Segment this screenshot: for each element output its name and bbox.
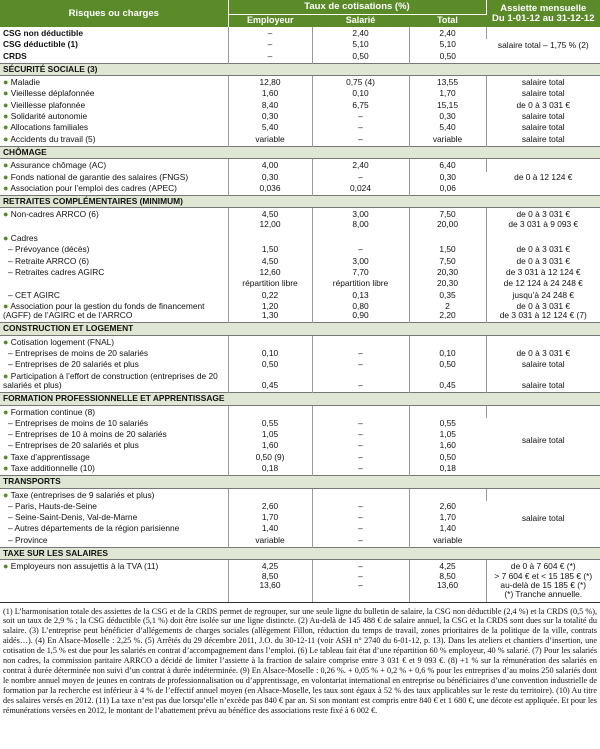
value: 4,25: [439, 561, 456, 572]
total-rate: [409, 230, 486, 244]
table-row: [0, 244, 600, 255]
employer-rate: [228, 405, 312, 418]
section-title: SÉCURITÉ SOCIALE (3): [0, 63, 600, 75]
employer-rate: –: [228, 51, 312, 64]
employer-rate: 8,40: [228, 100, 312, 111]
total-rate: [409, 405, 486, 418]
employee-rate: –: [312, 134, 409, 147]
row-label: – Entreprises de moins de 10 salariés: [0, 418, 228, 429]
value: 8,50: [439, 570, 456, 581]
row-label-text: Employeurs non assujettis à la TVA (11): [10, 561, 159, 572]
total-rate: 0,50: [409, 359, 486, 370]
table-row: [0, 111, 600, 122]
header-rates: Taux de cotisations (%): [228, 0, 486, 15]
row-label: [0, 183, 228, 196]
total-rate: 0,50: [439, 451, 456, 462]
row-label: CSG non déductible: [0, 27, 228, 39]
table-header: [0, 0, 600, 27]
value: 4,50: [261, 209, 279, 220]
monthly-base: salaire total: [521, 122, 565, 133]
employer-rate: 1,60: [228, 440, 312, 451]
value: –: [358, 570, 363, 581]
row-label-text: Taxe d’apprentissage: [10, 451, 90, 462]
total-rate: 0,30: [409, 111, 486, 122]
value: de 3 031 à 9 093 €: [508, 218, 579, 229]
bullet-icon: ●: [3, 406, 9, 417]
table-row: [0, 100, 600, 111]
monthly-base: [486, 560, 600, 602]
total-rate: [409, 488, 486, 501]
employer-rate: 5,40: [228, 122, 312, 133]
employee-rate: 3,00: [312, 256, 409, 267]
table-row: [0, 122, 600, 133]
employee-rate: [312, 230, 409, 244]
bullet-icon: ●: [3, 171, 9, 182]
header-employee: Salarié: [312, 15, 409, 28]
table-row: [0, 27, 600, 39]
row-label: [0, 463, 228, 476]
bullet-icon: ●: [3, 233, 9, 244]
total-rate: 5,10: [439, 39, 456, 50]
employer-rate: 4,00: [228, 159, 312, 172]
value: 2,20: [439, 310, 456, 321]
monthly-base: [486, 335, 600, 348]
employee-rate: –: [312, 452, 409, 463]
value: 3,00: [352, 209, 369, 220]
value: de 0 à 3 031 €: [516, 300, 571, 311]
section-title: RETRAITES COMPLÉMENTAIRES (MINIMUM): [0, 196, 600, 208]
total-rate: 15,15: [409, 100, 486, 111]
row-label-text: Association pour la gestion du fonds de financement (AGFF) de l’AGIRC et de l’ARRCO: [3, 300, 205, 321]
table-row: [0, 76, 600, 89]
employer-rate: 0,50: [228, 359, 312, 370]
bullet-icon: ●: [3, 160, 9, 171]
monthly-base: [486, 208, 600, 230]
bullet-icon: ●: [3, 336, 9, 347]
monthly-base: salaire total – 1,75 % (2): [497, 39, 589, 50]
monthly-base: [486, 230, 600, 244]
bullet-icon: ●: [3, 489, 9, 500]
employee-rate: –: [312, 501, 409, 512]
table-row: [0, 230, 600, 244]
row-label: – Entreprises de 20 salariés et plus: [0, 359, 228, 370]
section-header: [0, 548, 600, 560]
section-header: [0, 196, 600, 208]
total-rate: [409, 301, 486, 323]
total-rate: 2,60: [439, 500, 456, 511]
employee-rate: –: [312, 348, 409, 359]
employee-rate: –: [312, 172, 409, 183]
employee-rate: –: [312, 418, 409, 429]
table-row: [0, 560, 600, 602]
total-rate: [409, 208, 486, 230]
row-label: – Prévoyance (décès): [0, 244, 228, 255]
row-label: [0, 111, 228, 122]
employer-rate: répartition libre: [228, 278, 312, 289]
total-rate: 0,18: [439, 462, 456, 473]
table-row: [0, 267, 600, 278]
row-label-text: Taxe additionnelle (10): [10, 462, 95, 473]
header-employer: Employeur: [228, 15, 312, 28]
total-rate: 0,35: [409, 290, 486, 301]
bullet-icon: ●: [3, 462, 9, 473]
section-title: FORMATION PROFESSIONNELLE ET APPRENTISSAGE: [0, 393, 600, 405]
value: 8,50: [261, 570, 279, 581]
row-label-text: Vieillesse déplafonnée: [10, 88, 95, 99]
employer-rate: –: [228, 27, 312, 39]
monthly-base: de 0 à 3 031 €: [516, 244, 571, 255]
value: 0,90: [352, 310, 369, 321]
employee-rate: –: [312, 512, 409, 523]
employee-rate: –: [312, 535, 409, 548]
section-title: TRANSPORTS: [0, 476, 600, 488]
employer-rate: [228, 208, 312, 230]
row-label: – Province: [0, 535, 228, 548]
employee-rate: [312, 301, 409, 323]
employee-rate: –: [312, 371, 409, 393]
row-label-text: Association pour l’emploi des cadres (APEC): [10, 182, 177, 193]
employee-rate: –: [312, 122, 409, 133]
total-rate: 7,50: [409, 256, 486, 267]
row-label: [0, 278, 228, 289]
value: au-delà de 15 185 € (*): [500, 579, 587, 590]
value: de 0 à 3 031 €: [516, 209, 571, 220]
employer-rate: [228, 335, 312, 348]
value: –: [358, 579, 363, 590]
total-rate: 1,70: [409, 88, 486, 99]
header-total: Total: [409, 15, 486, 28]
row-label: [0, 134, 228, 147]
table-row: [0, 371, 600, 393]
employee-rate: –: [312, 359, 409, 370]
table-row: [0, 359, 600, 370]
employee-rate: [312, 335, 409, 348]
total-rate: 20,30: [409, 267, 486, 278]
monthly-base: salaire total: [521, 88, 565, 99]
employer-rate: 0,10: [228, 348, 312, 359]
employee-rate: –: [312, 429, 409, 440]
monthly-base: de 0 à 3 031 €: [516, 99, 571, 110]
row-label-text: Cotisation logement (FNAL): [10, 336, 115, 347]
monthly-base: salaire total: [521, 77, 565, 88]
row-label-text: Cadres: [10, 233, 38, 244]
row-label: [0, 172, 228, 183]
bullet-icon: ●: [3, 370, 9, 381]
total-rate: 2,40: [409, 27, 486, 39]
employee-rate: [312, 208, 409, 230]
value: de 0 à 7 604 € (*): [510, 561, 576, 572]
row-label-text: Formation continue (8): [10, 406, 96, 417]
total-rate: 5,40: [409, 122, 486, 133]
row-label-text: Allocations familiales: [10, 122, 89, 133]
employee-rate: 7,70: [312, 267, 409, 278]
row-label-text: Non-cadres ARRCO (6): [10, 209, 99, 220]
row-label: [0, 335, 228, 348]
employer-rate: [228, 230, 312, 244]
value: (*) Tranche annuelle.: [504, 589, 583, 600]
row-label: [0, 560, 228, 602]
table-row: [0, 488, 600, 501]
employee-rate: 0,024: [312, 183, 409, 196]
employee-rate: [312, 405, 409, 418]
employer-rate: 1,60: [228, 88, 312, 99]
header-risks: Risques ou charges: [0, 0, 228, 27]
employer-rate: 1,70: [228, 512, 312, 523]
total-rate: 0,10: [409, 348, 486, 359]
monthly-base: de 0 à 3 031 €: [516, 255, 571, 266]
value: 1,20: [261, 300, 279, 311]
row-label: [0, 100, 228, 111]
employer-rate: 1,05: [228, 429, 312, 440]
row-label: – Entreprises de 10 à moins de 20 salariés: [0, 429, 228, 440]
row-label-text: Fonds national de garantie des salaires (FNGS): [10, 171, 189, 182]
row-label: [0, 76, 228, 89]
row-label-text: Vieillesse plafonnée: [10, 99, 86, 110]
row-label-text: Assurance chômage (AC): [10, 160, 107, 171]
bullet-icon: ●: [3, 99, 9, 110]
total-rate: variable: [433, 534, 463, 545]
monthly-base: de 0 à 3 031 €: [516, 348, 571, 359]
row-label: [0, 122, 228, 133]
row-label: [0, 371, 228, 393]
monthly-base: salaire total: [521, 435, 565, 446]
total-rate: 0,55: [439, 417, 456, 428]
value: 1,30: [261, 310, 279, 321]
footnotes: (1) L’harmonisation totale des assiettes de la CSG et de la CRDS permet de regrouper, sur une seule ligne du bulletin de salaire, la CSG non déductible (2,4 %) et la CRDS (0,5 %), soit un taux de 2,9 % ; la CSG déductible (5,1 %) doit être isolée sur une ligne distincte. (2) Au-delà de 145 488 € de salaire annuel, la CSG et la CRDS sont dues sur la totalité du salaire. (3) L’entreprise peut bénéficier d’allégements de charges sociales (allègement Fillon, réduction du temps de travail, zones prioritaires de la politique de la ville, contrats aidés…). (4) En Alsace-Moselle : 2,25 %. (5) Arrêtés du 29 décembre 2011, J.O. du 30-12-11 (voir ASH n° 2740 du 6-01-12, p. 13). Dans les ateliers et chantiers d’insertion, une cotisation de 1,5 % est due pour les salariés en contrat d’accompagnement dans l’emploi. (6) Le tableau fait état d’une répartition 60 % employeur, 40 % salarié. (7) Pour les salariés non cadres, la commission paritaire ARRCO a décidé de limiter l’assiette à la fraction de salaire comprise entre 3 031 € et 9 093 €. (8) +1 % sur la rémunération des salariés en contrat à durée déterminée non suivi d’un contrat à durée indéterminée. (9) En Alsace-Moselle : 0,26 %. + 0,05 % + 0,2 % + 0,6 % pour les entreprises d’au moins 250 salariés dont le nombre annuel moyen de jeunes en contrats de professionnalisation ou d’apprentissage, en volontariat international en entreprise ou bénéficiaires d’une convention industrielle de formation par la recherche est inférieur à 4 % de l’effectif annuel moyen (en Alsace-Moselle, les taux sont égaux à 52 % des taux applicables sur le reste du territoire). (10) Au titre des salaires versés en 2012. (11) La taxe n’est pas due lorsqu’elle n’excède pas 840 € par an. Si son montant est compris entre 840 € et 1 680 €, une décote est appliquée. Et pour les rémunérations versées en 2012, le montant de l’abattement prévu au bénéfice des associations reste fixé à 6 002 €.: [0, 602, 600, 716]
value: 4,25: [261, 561, 279, 572]
row-label-text: Maladie: [10, 77, 41, 88]
row-label: CSG déductible (1): [0, 39, 228, 50]
row-label: CRDS: [0, 51, 228, 64]
employer-rate: 0,30: [228, 111, 312, 122]
row-label: – Autres départements de la région parisienne: [0, 523, 228, 534]
employee-rate: –: [312, 440, 409, 451]
bullet-icon: ●: [3, 451, 9, 462]
table-row: [0, 159, 600, 172]
value: 2: [445, 300, 450, 311]
bullet-icon: ●: [3, 122, 9, 133]
value: 12,00: [259, 218, 281, 229]
employer-rate: –: [228, 39, 312, 50]
monthly-base: de 3 031 à 12 124 €: [506, 266, 581, 277]
employee-rate: 5,10: [312, 39, 409, 50]
row-label-text: Taxe (entreprises de 9 salariés et plus): [10, 489, 155, 500]
row-label-text: Participation à l’effort de construction (entreprises de 20 salariés et plus): [3, 370, 218, 390]
employer-rate: 0,18: [228, 463, 312, 476]
row-label: – Retraite ARRCO (6): [0, 256, 228, 267]
total-rate: 6,40: [409, 159, 486, 172]
bullet-icon: ●: [3, 133, 9, 144]
total-rate: 1,50: [409, 244, 486, 255]
table-row: [0, 301, 600, 323]
row-label: [0, 88, 228, 99]
table-row: [0, 348, 600, 359]
employer-rate: 12,60: [228, 267, 312, 278]
section-header: [0, 146, 600, 158]
employee-rate: 0,10: [312, 88, 409, 99]
section-title: CHÔMAGE: [0, 146, 600, 158]
value: 0,80: [352, 300, 369, 311]
table-row: [0, 335, 600, 348]
row-label: [0, 405, 228, 418]
monthly-base: [486, 301, 600, 323]
monthly-base: de 12 124 à 24 248 €: [503, 278, 583, 289]
monthly-base: salaire total: [521, 359, 565, 370]
section-header: [0, 323, 600, 335]
employer-rate: [228, 560, 312, 602]
bullet-icon: ●: [3, 182, 9, 193]
monthly-base: salaire total: [521, 512, 565, 523]
row-label: [0, 488, 228, 501]
table-row: [0, 88, 600, 99]
bullet-icon: ●: [3, 300, 9, 311]
monthly-base: salaire total: [521, 133, 565, 144]
employer-rate: 0,55: [228, 418, 312, 429]
employee-rate: 0,50: [312, 51, 409, 64]
row-label: [0, 452, 228, 463]
monthly-base: jusqu’à 24 248 €: [512, 289, 574, 300]
table-row: [0, 256, 600, 267]
monthly-base: de 0 à 12 124 €: [514, 172, 573, 183]
employer-rate: [228, 301, 312, 323]
total-rate: 1,05: [439, 429, 456, 440]
employer-rate: 0,50 (9): [228, 452, 312, 463]
monthly-base: salaire total: [521, 111, 565, 122]
total-rate: 0,06: [439, 182, 456, 193]
employee-rate: 6,75: [312, 100, 409, 111]
value: 7,50: [439, 209, 456, 220]
bullet-icon: ●: [3, 88, 9, 99]
employee-rate: 2,40: [312, 27, 409, 39]
employer-rate: 0,30: [228, 172, 312, 183]
total-rate: [409, 560, 486, 602]
table-row: [0, 208, 600, 230]
header-monthly-base: Assiette mensuelle Du 1-01-12 au 31-12-12: [486, 0, 600, 27]
employee-rate: répartition libre: [312, 278, 409, 289]
bullet-icon: ●: [3, 561, 9, 572]
section-title: TAXE SUR LES SALAIRES: [0, 548, 600, 560]
employee-rate: [312, 488, 409, 501]
value: –: [358, 561, 363, 572]
section-title: CONSTRUCTION ET LOGEMENT: [0, 323, 600, 335]
employer-rate: variable: [228, 134, 312, 147]
row-label: [0, 230, 228, 244]
employer-rate: 12,80: [228, 76, 312, 89]
total-rate: 13,55: [409, 76, 486, 89]
total-rate: [409, 335, 486, 348]
employee-rate: 0,75 (4): [312, 76, 409, 89]
employer-rate: 2,60: [228, 501, 312, 512]
employee-rate: –: [312, 523, 409, 534]
bullet-icon: ●: [3, 77, 9, 88]
value: 13,60: [437, 579, 458, 590]
table-row: [0, 278, 600, 289]
employer-rate: 0,22: [228, 290, 312, 301]
bullet-icon: ●: [3, 209, 9, 220]
total-rate: 1,60: [439, 440, 456, 451]
table-row: [0, 405, 600, 418]
total-rate: 0,30: [439, 171, 456, 182]
row-label: [0, 159, 228, 172]
employee-rate: –: [312, 244, 409, 255]
row-label: – CET AGIRC: [0, 290, 228, 301]
row-label: – Seine-Saint-Denis, Val-de-Marne: [0, 512, 228, 523]
row-label: [0, 208, 228, 230]
section-header: [0, 393, 600, 405]
employer-rate: 1,40: [228, 523, 312, 534]
employer-rate: 1,50: [228, 244, 312, 255]
section-header: [0, 63, 600, 75]
employer-rate: variable: [228, 535, 312, 548]
employer-rate: 0,45: [228, 371, 312, 393]
row-label: – Entreprises de moins de 20 salariés: [0, 348, 228, 359]
row-label-text: Solidarité autonomie: [10, 111, 88, 122]
value: > 7 604 € et < 15 185 € (*): [494, 570, 593, 581]
employee-rate: 0,13: [312, 290, 409, 301]
employee-rate: –: [312, 463, 409, 476]
employee-rate: 2,40: [312, 159, 409, 172]
total-rate: 1,40: [439, 523, 456, 534]
row-label: – Entreprises de 20 salariés et plus: [0, 440, 228, 451]
total-rate: 20,30: [409, 278, 486, 289]
section-header: [0, 476, 600, 488]
row-label-text: Accidents du travail (5): [10, 133, 96, 144]
value: 13,60: [259, 579, 281, 590]
total-rate: 0,50: [439, 50, 456, 61]
employer-rate: 0,036: [228, 183, 312, 196]
value: 20,00: [437, 218, 458, 229]
total-rate: 1,70: [439, 512, 456, 523]
table-row: [0, 290, 600, 301]
total-rate: variable: [409, 134, 486, 147]
value: 8,00: [352, 218, 369, 229]
row-label: – Paris, Hauts-de-Seine: [0, 501, 228, 512]
row-label: – Retraites cadres AGIRC: [0, 267, 228, 278]
bullet-icon: ●: [3, 111, 9, 122]
employer-rate: 4,50: [228, 256, 312, 267]
row-label: [0, 301, 228, 323]
value: de 3 031 à 12 124 € (7): [499, 310, 587, 321]
employee-rate: –: [312, 111, 409, 122]
employee-rate: [312, 560, 409, 602]
table-row: [0, 134, 600, 147]
employer-rate: [228, 488, 312, 501]
total-rate: 0,45: [409, 371, 486, 393]
monthly-base: salaire total: [521, 379, 565, 390]
